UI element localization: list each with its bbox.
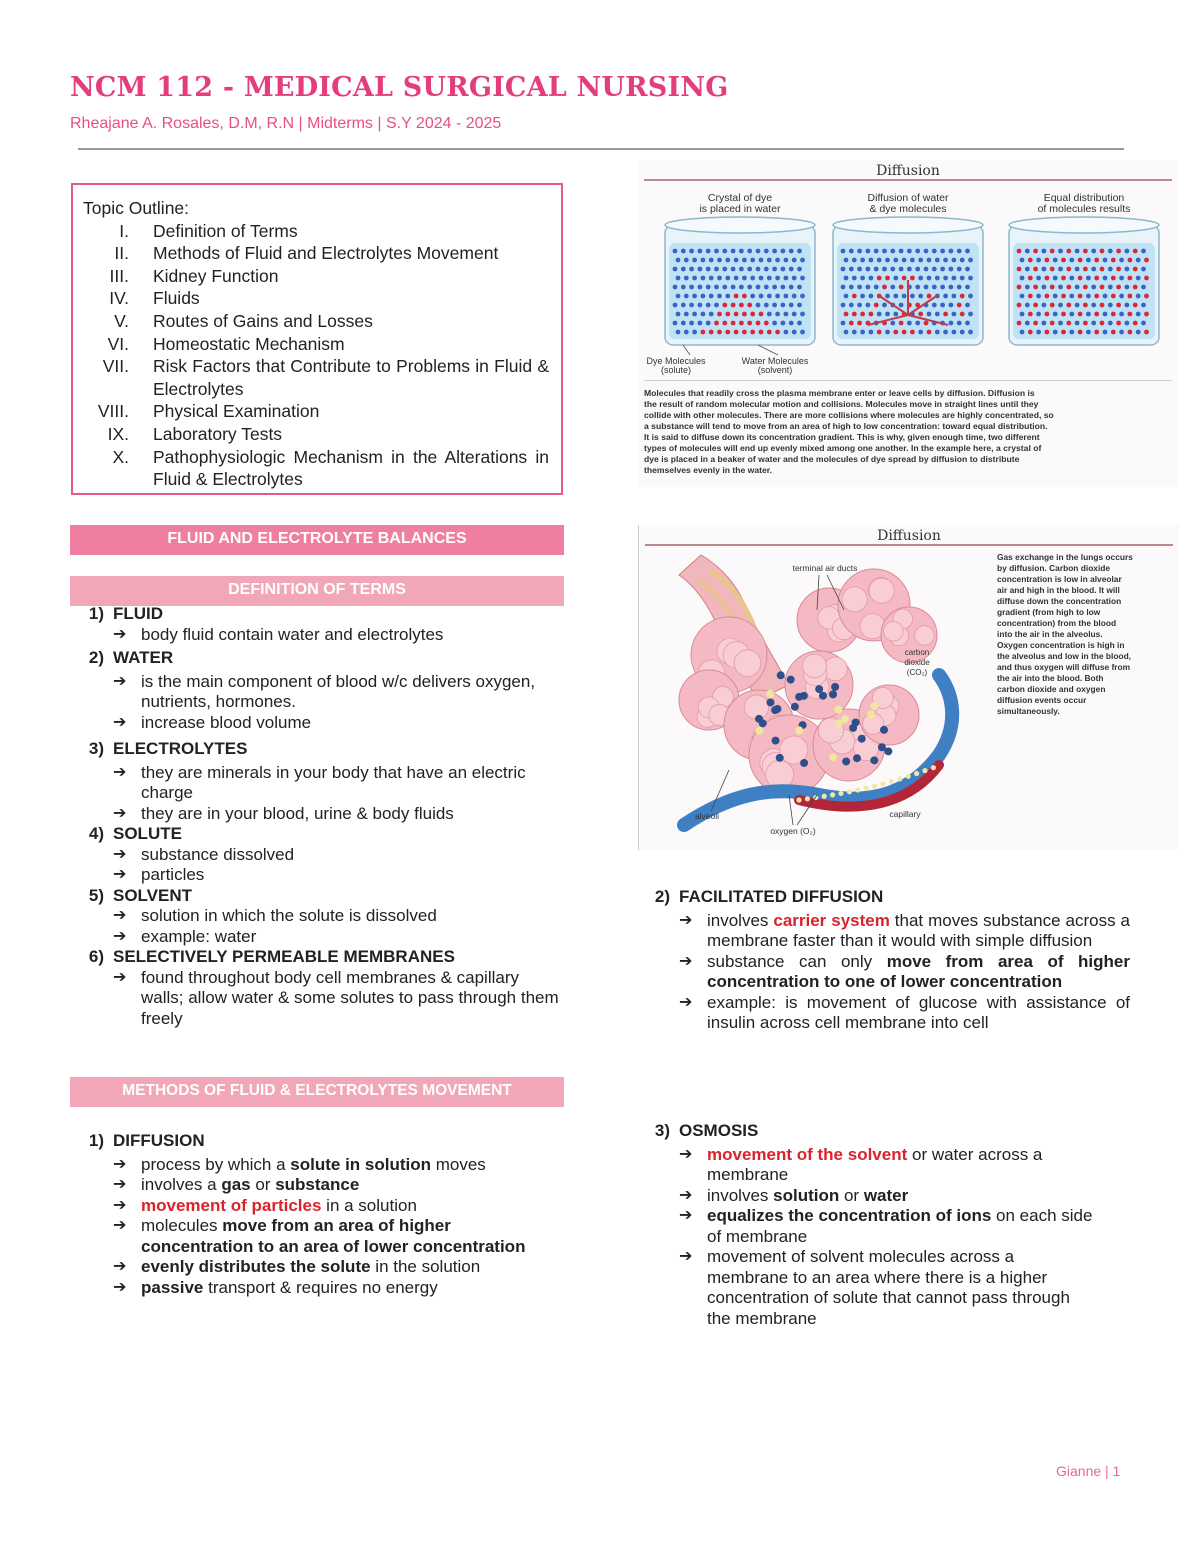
- svg-text:carbon dioxide and oxygen: carbon dioxide and oxygen: [997, 684, 1106, 694]
- list-item: ➔ example: is movement of glucose with assistance of insulin across cell membrane into cell: [679, 992, 1130, 1032]
- section-bar-methods: METHODS OF FLUID & ELECTROLYTES MOVEMENT: [70, 1077, 564, 1107]
- svg-text:air and high in the blood. It: air and high in the blood. It will: [997, 585, 1120, 595]
- svg-text:by diffusion. Carbon dioxide: by diffusion. Carbon dioxide: [997, 563, 1111, 573]
- outline-item: X. Pathophysiologic Mechanism in the Alterations in Fluid & Electrolytes: [112, 446, 549, 490]
- list-item: ➔ increase blood volume: [113, 712, 312, 732]
- list-item: ➔ substance can only move from area of higher concentration to one of lower concentration: [679, 951, 1130, 991]
- list-item: ➔ involves solution or water: [679, 1185, 909, 1205]
- term-heading: 1) FLUID: [88, 604, 164, 623]
- outline-item: I. Definition of Terms: [119, 220, 298, 241]
- svg-text:Water Molecules: Water Molecules: [741, 356, 809, 366]
- outline-item: III. Kidney Function: [109, 265, 279, 286]
- list-item: ➔ example: water: [113, 926, 257, 946]
- svg-text:Oxygen concentration is high i: Oxygen concentration is high in: [997, 640, 1125, 650]
- list-item: ➔ found throughout body cell membranes & capillary walls; allow water & some solutes to pass through them freely: [113, 967, 559, 1028]
- svg-text:Diffusion: Diffusion: [877, 528, 941, 544]
- osmosis-section: [636, 1121, 1130, 1329]
- term-heading: 6) SELECTIVELY PERMEABLE MEMBRANES: [88, 947, 455, 966]
- svg-text:It is said to diffuse down its: It is said to diffuse down its concentration gradient. This is why, given enough time, two different: [644, 432, 1040, 442]
- svg-text:alveoli: alveoli: [694, 811, 720, 821]
- svg-text:diffuse down the concentration: diffuse down the concentration: [997, 596, 1122, 606]
- list-item: ➔ process by which a solute in solution moves: [113, 1154, 486, 1174]
- facilitated-diffusion-section: [636, 887, 1130, 1034]
- svg-text:carbon: carbon: [904, 648, 930, 657]
- term-heading: 3) ELECTROLYTES: [88, 739, 248, 758]
- svg-text:& dye molecules: & dye molecules: [869, 203, 947, 215]
- list-item: ➔ body fluid contain water and electrolytes: [113, 624, 444, 644]
- list-item: ➔ they are minerals in your body that have an electric charge: [113, 762, 526, 802]
- term-heading: 4) SOLUTE: [88, 824, 182, 843]
- term-heading: 5) SOLVENT: [88, 885, 193, 905]
- svg-text:the alveolus and low in the bl: the alveolus and low in the blood,: [997, 651, 1132, 661]
- term-heading: 2) FACILITATED DIFFUSION: [654, 887, 884, 906]
- svg-text:of molecules results: of molecules results: [1037, 203, 1131, 215]
- beaker: [665, 217, 815, 345]
- svg-text:concentration is low in alveol: concentration is low in alveolar: [997, 574, 1122, 584]
- svg-text:oxygen (O₂): oxygen (O₂): [770, 826, 816, 836]
- definitions-list: [70, 604, 564, 1029]
- svg-text:gradient (from high to low: gradient (from high to low: [997, 607, 1101, 617]
- list-item: ➔ evenly distributes the solute in the solution: [113, 1257, 481, 1276]
- term-heading: 3) OSMOSIS: [654, 1121, 759, 1140]
- outline-item: V. Routes of Gains and Losses: [114, 310, 373, 331]
- svg-text:the air into the blood. Both: the air into the blood. Both: [997, 673, 1104, 683]
- list-item: ➔ molecules move from an area of higher concentration to an area of lower concentration: [113, 1216, 526, 1256]
- page-footer: Gianne | 1: [1056, 1463, 1121, 1479]
- svg-text:the result of random molecular: the result of random molecular motion and collisions. Molecules move in straight lines until they: [644, 399, 1039, 409]
- svg-text:terminal air ducts: terminal air ducts: [792, 563, 858, 573]
- outline-item: VIII. Physical Examination: [97, 401, 320, 422]
- svg-text:(CO₂): (CO₂): [906, 668, 928, 677]
- list-item: ➔ involves carrier system that moves substance across a membrane faster than it would with simple diffusion: [679, 910, 1130, 950]
- page-subtitle: Rheajane A. Rosales, D.M, R.N | Midterms | S.Y 2024 - 2025: [70, 115, 502, 132]
- term-heading: 1) DIFFUSION: [88, 1131, 205, 1150]
- svg-text:Gas exchange in the lungs occu: Gas exchange in the lungs occurs: [997, 552, 1133, 562]
- outline-item: II. Methods of Fluid and Electrolytes Movement: [114, 243, 499, 264]
- svg-text:dye is placed in a beaker of w: dye is placed in a beaker of water and the molecules of dye spread by diffusion to distribute: [644, 454, 1020, 464]
- svg-text:Diffusion: Diffusion: [876, 163, 940, 179]
- list-item: ➔ equalizes the concentration of ions on each side of membrane: [679, 1206, 1093, 1246]
- list-item: ➔ passive transport & requires no energy: [113, 1277, 438, 1297]
- svg-text:types of molecules will end up: types of molecules will end up evenly mixed among one another. In the example here, a crystal of: [644, 443, 1042, 453]
- list-item: ➔ movement of the solvent or water across a membrane: [679, 1144, 1043, 1184]
- svg-text:and thus oxygen will diffuse f: and thus oxygen will diffuse from: [997, 662, 1131, 672]
- svg-text:dioxide: dioxide: [904, 658, 930, 667]
- list-item: ➔ movement of solvent molecules across a membrane to an area where there is a higher concentration of solute that cannot pass through the membrane: [679, 1247, 1070, 1328]
- outline-item: IX. Laboratory Tests: [107, 423, 283, 444]
- svg-text:collide with other molecules.: collide with other molecules. There are more collisions where molecules are highly concentrated, so: [644, 410, 1054, 420]
- svg-text:Diffusion of water: Diffusion of water: [867, 192, 949, 204]
- svg-text:(solute): (solute): [660, 365, 692, 375]
- list-item: ➔ solution in which the solute is dissolved: [113, 906, 437, 925]
- lung-gas-exchange-diagram: [639, 525, 1179, 850]
- section-bar-definitions: DEFINITION OF TERMS: [70, 576, 564, 606]
- svg-text:(solvent): (solvent): [757, 365, 793, 375]
- list-item: ➔ particles: [113, 865, 205, 884]
- outline-item: VI. Homeostatic Mechanism: [107, 333, 345, 354]
- list-item: ➔ movement of particles in a solution: [113, 1195, 417, 1215]
- list-item: ➔ involves a gas or substance: [113, 1175, 360, 1194]
- list-item: ➔ is the main component of blood w/c delivers oxygen, nutrients, hormones.: [113, 671, 536, 711]
- svg-text:into the air in the alveolus.: into the air in the alveolus.: [997, 629, 1103, 639]
- list-item: ➔ substance dissolved: [113, 844, 295, 864]
- svg-text:Crystal of dye: Crystal of dye: [707, 192, 773, 204]
- diffusion-beaker-figure: [638, 160, 1178, 487]
- lung-gas-exchange-figure: [638, 525, 1179, 850]
- term-heading: 2) WATER: [88, 648, 174, 667]
- section-bar-fluid-electrolyte: FLUID AND ELECTROLYTE BALANCES: [70, 525, 564, 555]
- header-divider: [78, 148, 1124, 150]
- svg-text:Molecules that readily cross t: Molecules that readily cross the plasma membrane enter or leave cells by diffusion. Diffusion is: [644, 388, 1035, 398]
- svg-text:concentration) from the blood: concentration) from the blood: [997, 618, 1117, 628]
- svg-text:is placed in water: is placed in water: [699, 203, 781, 215]
- svg-text:Dye Molecules: Dye Molecules: [646, 356, 706, 366]
- svg-text:diffusion events occur: diffusion events occur: [997, 695, 1087, 705]
- svg-text:capillary: capillary: [889, 809, 921, 819]
- page-title: NCM 112 - MEDICAL SURGICAL NURSING: [70, 72, 729, 103]
- diffusion-beaker-diagram: [638, 160, 1178, 487]
- beaker: [1009, 217, 1159, 345]
- svg-text:simultaneously.: simultaneously.: [997, 706, 1060, 716]
- diffusion-section: [70, 1131, 564, 1298]
- list-item: ➔ they are in your blood, urine & body fluids: [113, 803, 454, 823]
- svg-text:a substance will tend to move: a substance will tend to move from an area of high to low concentration: toward equal distribution.: [644, 421, 1048, 431]
- beaker: [833, 217, 983, 345]
- topic-outline-box: [71, 183, 563, 495]
- outline-item: VII. Risk Factors that Contribute to Problems in Fluid & Electrolytes: [102, 356, 549, 399]
- outline-item: IV. Fluids: [109, 288, 200, 309]
- topic-outline-heading: Topic Outline:: [83, 198, 190, 218]
- svg-text:themselves evenly in the water: themselves evenly in the water.: [644, 465, 773, 475]
- svg-text:Equal distribution: Equal distribution: [1043, 192, 1125, 204]
